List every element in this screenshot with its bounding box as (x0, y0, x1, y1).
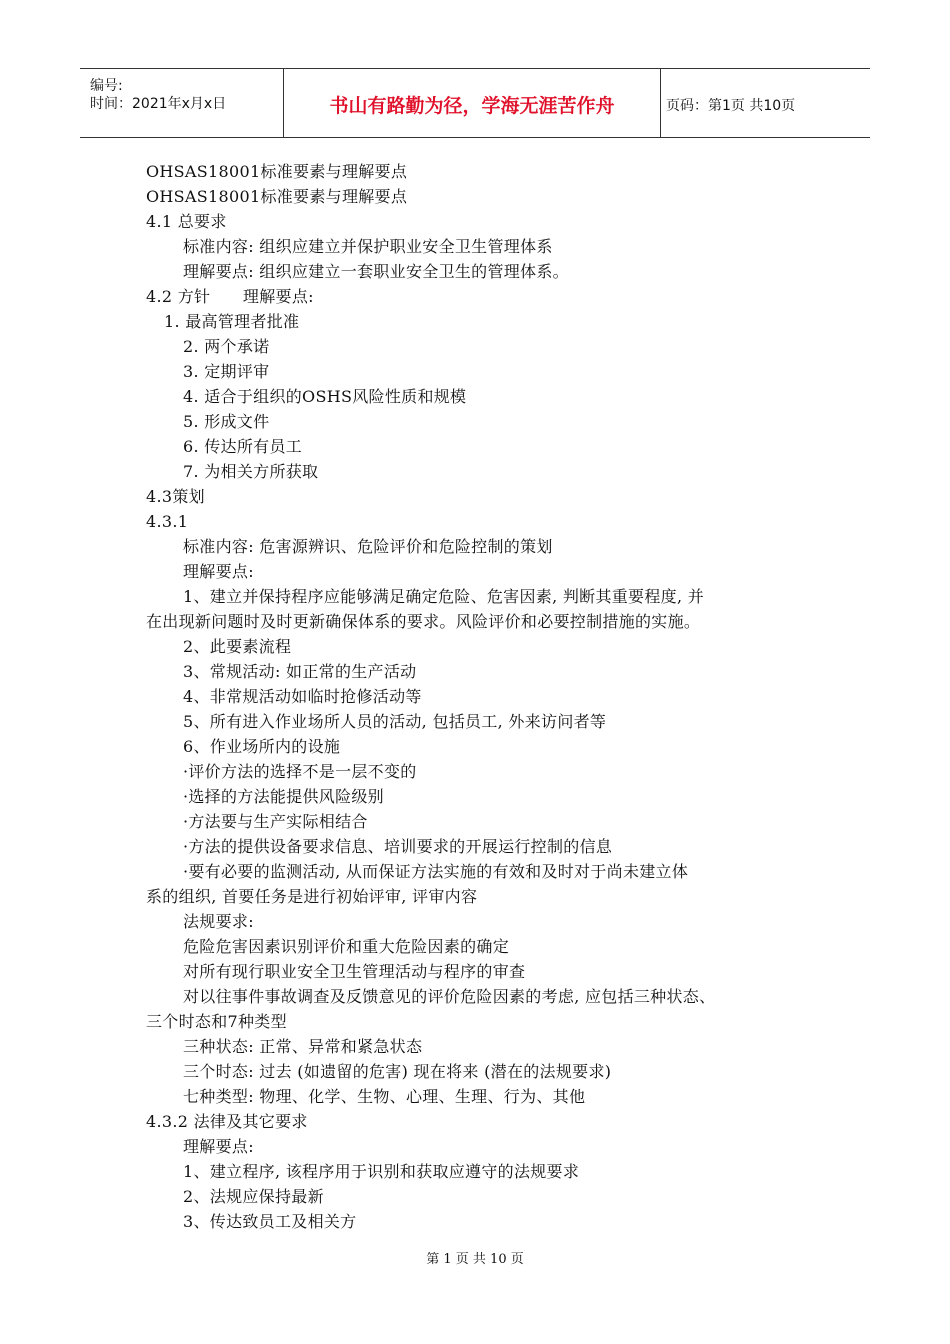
list-item: 3. 定期评审 (183, 362, 270, 381)
paragraph: 理解要点: 组织应建立一套职业安全卫生的管理体系。 (183, 262, 569, 281)
subsection-heading: 4.3.2 法律及其它要求 (146, 1112, 308, 1131)
list-item: 1. 最高管理者批准 (164, 312, 300, 331)
paragraph: 系的组织, 首要任务是进行初始评审, 评审内容 (146, 887, 478, 906)
motto: 书山有路勤为径，学海无涯苦作舟 (329, 95, 615, 117)
document-date: 时间：2021年x月x日 (90, 96, 227, 112)
list-item: 2、法规应保持最新 (183, 1187, 324, 1206)
doc-title-repeat: OHSAS18001标准要素与理解要点 (146, 187, 408, 206)
subsection-heading: 4.3.1 (146, 512, 189, 531)
header-page-cell (660, 69, 870, 137)
bullet-item: ·方法要与生产实际相结合 (183, 812, 368, 831)
paragraph: 法规要求: (183, 912, 254, 931)
section-heading: 4.1 总要求 (146, 212, 227, 231)
section-heading: 4.2 方针 理解要点: (146, 287, 314, 306)
list-item: 5. 形成文件 (183, 412, 270, 431)
paragraph: 1、建立并保持程序应能够满足确定危险、危害因素, 判断其重要程度, 并 (183, 587, 705, 606)
paragraph: 对以往事件事故调查及反馈意见的评价危险因素的考虑, 应包括三种状态、 (183, 987, 716, 1006)
header-info-cell (80, 69, 282, 137)
list-item: 2. 两个承诺 (183, 337, 270, 356)
paragraph: 三个时态: 过去 (如遗留的危害) 现在将来 (潜在的法规要求) (183, 1062, 612, 1081)
paragraph: 七种类型: 物理、化学、生物、心理、生理、行为、其他 (183, 1087, 586, 1106)
page-header (80, 68, 870, 138)
list-item: 5、所有进入作业场所人员的活动, 包括员工, 外来访问者等 (183, 712, 607, 731)
bullet-item: ·选择的方法能提供风险级别 (183, 787, 384, 806)
paragraph: 标准内容: 组织应建立并保护职业安全卫生管理体系 (183, 237, 553, 256)
bullet-item: ·评价方法的选择不是一层不变的 (183, 762, 417, 781)
page-footer: 第 1 页 共 10 页 (426, 1252, 524, 1267)
paragraph: 对所有现行职业安全卫生管理活动与程序的审查 (183, 962, 526, 981)
list-item: 4. 适合于组织的OSHS风险性质和规模 (183, 387, 467, 406)
list-item: 2、此要素流程 (183, 637, 292, 656)
list-item: 6. 传达所有员工 (183, 437, 303, 456)
list-item: 1、建立程序, 该程序用于识别和获取应遵守的法规要求 (183, 1162, 580, 1181)
doc-title: OHSAS18001标准要素与理解要点 (146, 162, 408, 181)
list-item: 4、非常规活动如临时抢修活动等 (183, 687, 422, 706)
paragraph: 理解要点: (183, 562, 254, 581)
paragraph: 三个时态和7种类型 (146, 1012, 287, 1031)
paragraph: 理解要点: (183, 1137, 254, 1156)
paragraph: 三种状态: 正常、异常和紧急状态 (183, 1037, 423, 1056)
page-number: 页码：第1页 共10页 (666, 98, 796, 114)
document-code: 编号: (90, 78, 123, 94)
list-item: 7. 为相关方所获取 (183, 462, 319, 481)
list-item: 3、传达致员工及相关方 (183, 1212, 357, 1231)
paragraph: 标准内容: 危害源辨识、危险评价和危险控制的策划 (183, 537, 553, 556)
section-heading: 4.3策划 (146, 487, 205, 506)
bullet-item: ·要有必要的监测活动, 从而保证方法实施的有效和及时对于尚未建立体 (183, 862, 689, 881)
bullet-item: ·方法的提供设备要求信息、培训要求的开展运行控制的信息 (183, 837, 613, 856)
list-item: 6、作业场所内的设施 (183, 737, 341, 756)
paragraph: 在出现新问题时及时更新确保体系的要求。风险评价和必要控制措施的实施。 (146, 612, 701, 631)
header-motto-cell (283, 69, 661, 137)
paragraph: 危险危害因素识别评价和重大危险因素的确定 (183, 937, 510, 956)
list-item: 3、常规活动: 如正常的生产活动 (183, 662, 417, 681)
